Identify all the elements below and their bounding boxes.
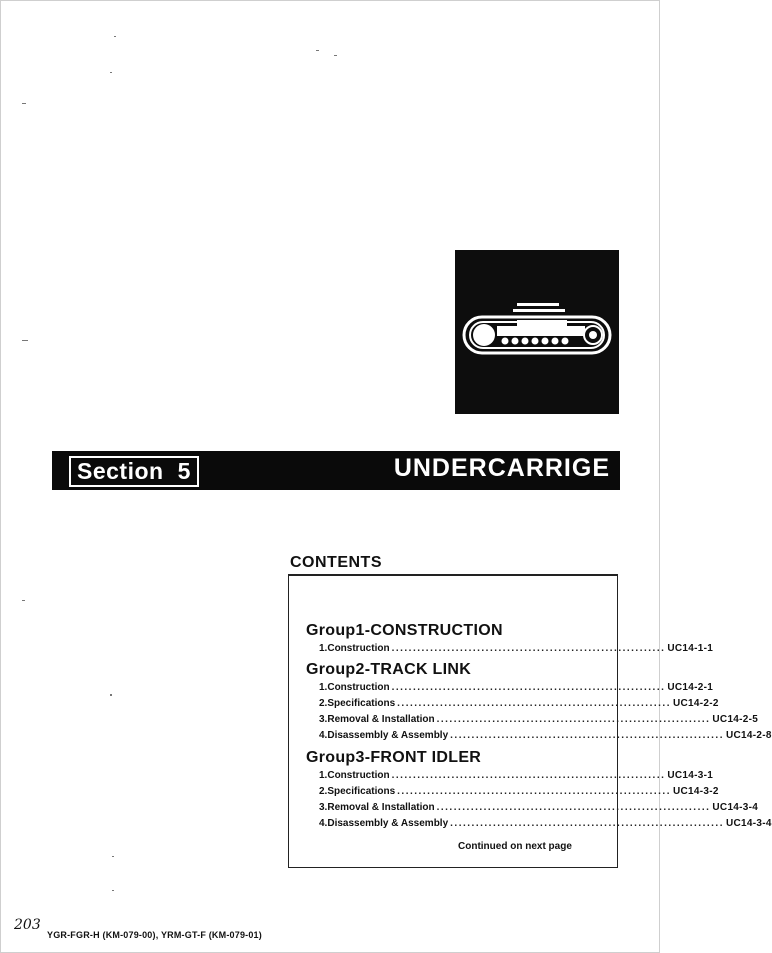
group-title: Group3-FRONT IDLER — [306, 749, 482, 766]
toc-page: UC14-2-5 — [712, 714, 759, 725]
scan-speck — [112, 890, 114, 891]
toc-leader: ................................................................ — [450, 818, 724, 829]
toc-row[interactable] — [319, 682, 714, 696]
section-logo — [455, 250, 619, 414]
toc-label: Construction — [327, 770, 390, 781]
continued-note: Continued on next page — [458, 841, 572, 852]
toc-number: 2. — [319, 786, 328, 797]
section-title: UNDERCARRIGE — [393, 454, 610, 482]
toc-page: UC14-3-4 — [712, 802, 759, 813]
toc-row[interactable] — [319, 714, 759, 728]
scan-speck — [112, 856, 114, 857]
toc-row[interactable] — [319, 786, 719, 800]
section-label-box — [69, 456, 199, 487]
section-banner — [52, 451, 620, 490]
toc-label: Construction — [327, 682, 390, 693]
toc-row[interactable] — [319, 802, 759, 816]
toc-leader: ................................................................ — [397, 698, 671, 709]
footer-model-codes: YGR-FGR-H (KM-079-00), YRM-GT-F (KM-079-01) — [47, 930, 262, 940]
toc-page: UC14-1-1 — [667, 643, 714, 654]
contents-box — [288, 574, 772, 868]
toc-row[interactable] — [319, 770, 714, 784]
toc-row[interactable] — [319, 643, 714, 657]
toc-page: UC14-2-2 — [672, 698, 719, 709]
toc-number: 4. — [319, 730, 328, 741]
toc-leader: ................................................................ — [450, 730, 724, 741]
toc-label: Disassembly & Assembly — [327, 730, 449, 741]
scan-speck — [22, 340, 28, 341]
toc-number: 1. — [319, 643, 328, 654]
scan-speck — [110, 694, 112, 696]
toc-leader: ................................................................ — [436, 802, 711, 813]
toc-page: UC14-2-1 — [667, 682, 714, 693]
toc-number: 3. — [319, 714, 328, 725]
toc-number: 3. — [319, 802, 328, 813]
group-title: Group2-TRACK LINK — [306, 661, 472, 678]
toc-page: UC14-3-2 — [672, 786, 719, 797]
toc-page: UC14-3-1 — [667, 770, 714, 781]
toc-number: 1. — [319, 682, 328, 693]
toc-label: Specifications — [327, 786, 396, 797]
undercarriage-track-icon — [455, 250, 619, 414]
toc-leader: ................................................................ — [391, 770, 666, 781]
scan-speck — [110, 72, 112, 73]
contents-heading: CONTENTS — [290, 554, 382, 571]
toc-label: Specifications — [327, 698, 396, 709]
toc-leader: ................................................................ — [436, 714, 711, 725]
toc-label: Removal & Installation — [327, 802, 435, 813]
toc-page: UC14-3-4 — [725, 818, 772, 829]
scan-speck — [334, 55, 337, 56]
handwritten-page-mark: 203 — [14, 917, 41, 933]
scan-speck — [114, 36, 116, 37]
toc-number: 4. — [319, 818, 328, 829]
toc-leader: ................................................................ — [391, 682, 666, 693]
toc-number: 2. — [319, 698, 328, 709]
section-label: Section — [77, 458, 164, 484]
toc-row[interactable] — [319, 818, 772, 832]
scan-speck — [22, 103, 26, 104]
group-title: Group1-CONSTRUCTION — [306, 622, 503, 639]
scan-speck — [22, 600, 25, 601]
toc-row[interactable] — [319, 698, 719, 712]
toc-label: Disassembly & Assembly — [327, 818, 449, 829]
scan-speck — [316, 50, 319, 51]
toc-leader: ................................................................ — [391, 643, 666, 654]
section-number: 5 — [177, 458, 191, 484]
toc-page: UC14-2-8 — [725, 730, 772, 741]
toc-row[interactable] — [319, 730, 772, 744]
toc-number: 1. — [319, 770, 328, 781]
toc-label: Construction — [327, 643, 390, 654]
toc-leader: ................................................................ — [397, 786, 671, 797]
toc-label: Removal & Installation — [327, 714, 435, 725]
